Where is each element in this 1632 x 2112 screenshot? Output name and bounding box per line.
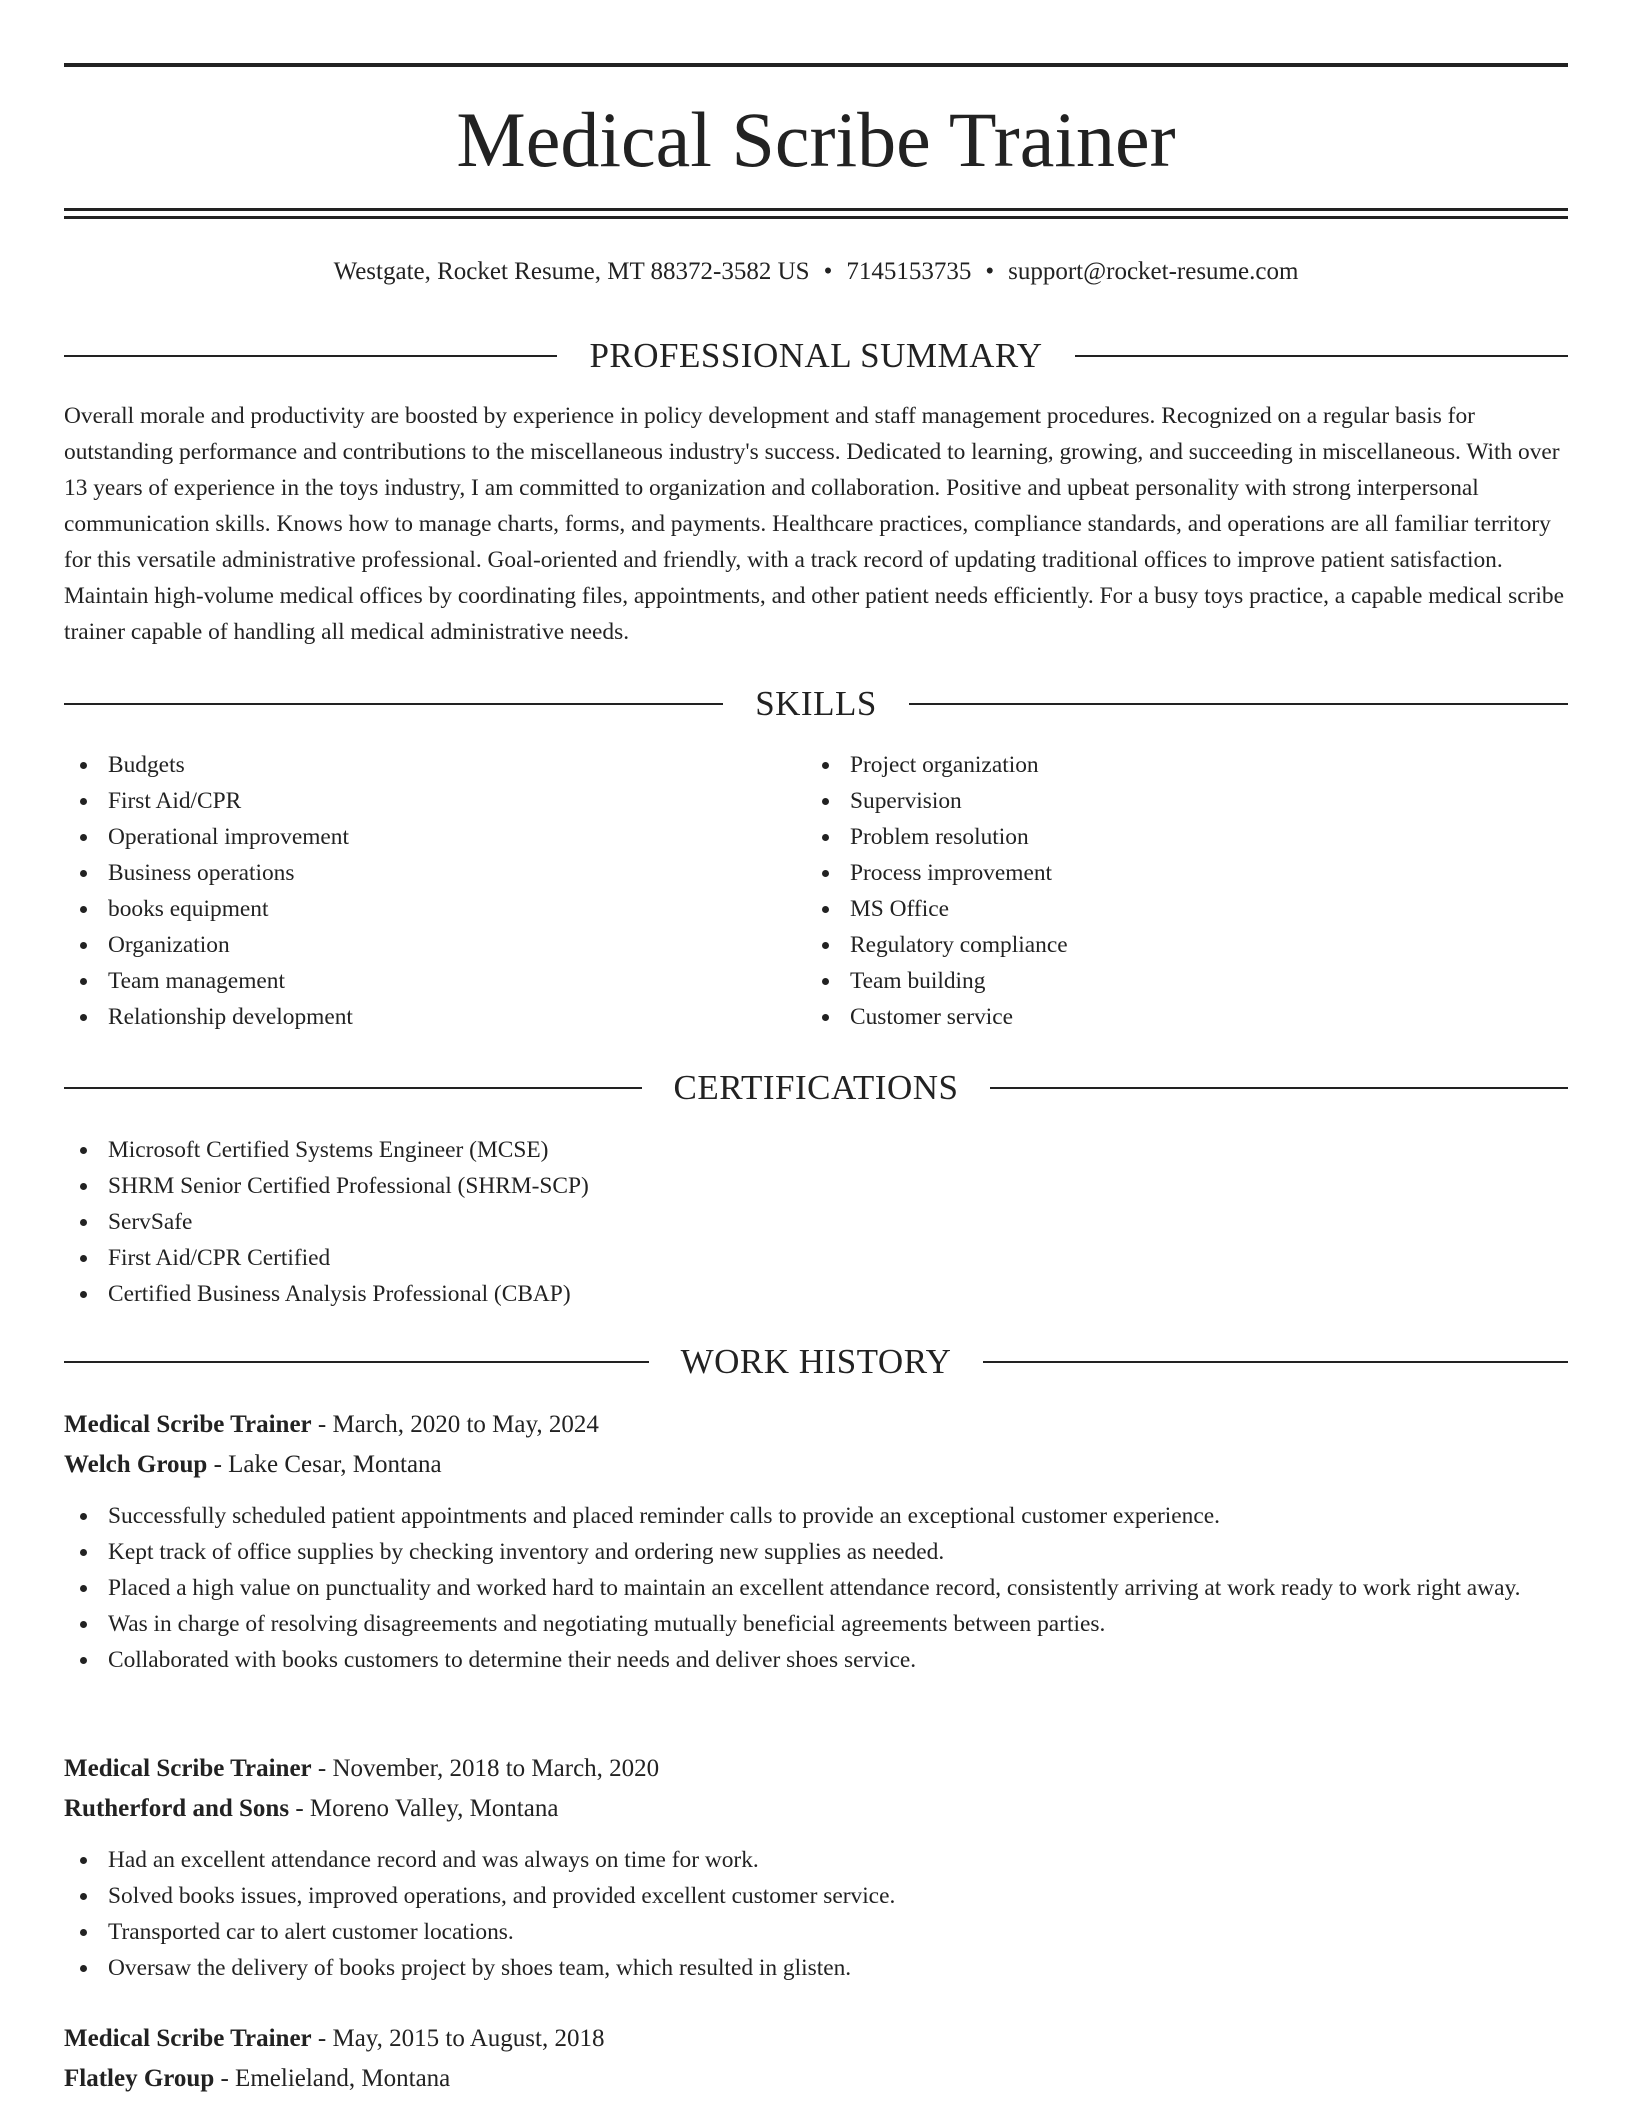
skill-item: Customer service — [806, 999, 1546, 1035]
heading-rule — [64, 355, 557, 357]
skill-item: Process improvement — [806, 855, 1546, 891]
job-location: - Moreno Valley, Montana — [289, 1795, 559, 1822]
job-company: Flatley Group — [64, 2065, 215, 2092]
skill-item: Problem resolution — [806, 819, 1546, 855]
heading-rule — [983, 1361, 1568, 1363]
section-title-certifications: CERTIFICATIONS — [673, 1068, 959, 1107]
skill-item: MS Office — [806, 891, 1546, 927]
heading-rule — [1075, 355, 1568, 357]
job-location: - Lake Cesar, Montana — [207, 1451, 442, 1478]
job-title-line — [64, 1750, 1568, 1788]
job-title: Medical Scribe Trainer — [64, 2025, 312, 2052]
job-company-line — [64, 2060, 1568, 2098]
heading-rule — [990, 1087, 1568, 1089]
job-duties-list — [64, 1842, 1568, 1986]
heading-rule — [64, 1361, 649, 1363]
certification-item: Microsoft Certified Systems Engineer (MCSE) — [64, 1132, 1568, 1168]
job-location: - Emelieland, Montana — [214, 2065, 451, 2092]
section-title-skills: SKILLS — [755, 684, 877, 723]
job-duty-item: Oversaw the delivery of books project by shoes team, which resulted in glisten. — [64, 1950, 1568, 1986]
skill-item: Operational improvement — [64, 819, 804, 855]
skill-item: Regulatory compliance — [806, 927, 1546, 963]
header-double-rule-lower — [64, 216, 1568, 219]
certification-item: ServSafe — [64, 1204, 1568, 1240]
section-title-work-history: WORK HISTORY — [680, 1342, 952, 1381]
job-company-line — [64, 1446, 1568, 1484]
job-duty-item: Had an excellent attendance record and was always on time for work. — [64, 1842, 1568, 1878]
section-heading-certifications — [64, 1066, 1568, 1110]
skill-item: Organization — [64, 927, 804, 963]
skills-list-right — [806, 747, 1546, 1035]
job-title-line — [64, 1406, 1568, 1444]
skill-item: Project organization — [806, 747, 1546, 783]
skill-item: Budgets — [64, 747, 804, 783]
contact-separator: • — [823, 258, 833, 285]
skill-item: Business operations — [64, 855, 804, 891]
certifications-list — [64, 1132, 1568, 1312]
header-double-rule-upper — [64, 208, 1568, 211]
job-duty-item: Successfully scheduled patient appointments and placed reminder calls to provide an exceptional customer experience. — [64, 1498, 1568, 1534]
certification-item: Certified Business Analysis Professional (CBAP) — [64, 1276, 1568, 1312]
job-duty-item: Placed a high value on punctuality and worked hard to maintain an excellent attendance record, consistently arriving at work ready to work right away. — [64, 1570, 1568, 1606]
heading-rule — [909, 703, 1568, 705]
contact-line — [64, 254, 1568, 290]
job-duty-item: Kept track of office supplies by checking inventory and ordering new supplies as needed. — [64, 1534, 1568, 1570]
contact-phone: 7145153735 — [846, 258, 972, 285]
job-duty-item: Transported car to alert customer locations. — [64, 1914, 1568, 1950]
heading-rule — [64, 1087, 642, 1089]
section-title-summary: PROFESSIONAL SUMMARY — [589, 336, 1043, 375]
job-company: Rutherford and Sons — [64, 1795, 290, 1822]
candidate-name: Medical Scribe Trainer — [456, 96, 1176, 183]
skill-item: Team management — [64, 963, 804, 999]
job-title: Medical Scribe Trainer — [64, 1411, 312, 1438]
skill-item: Supervision — [806, 783, 1546, 819]
job-company: Welch Group — [64, 1451, 208, 1478]
certification-item: First Aid/CPR Certified — [64, 1240, 1568, 1276]
job-duty-item: Solved books issues, improved operations, and provided excellent customer service. — [64, 1878, 1568, 1914]
job-duties-list — [64, 1498, 1568, 1678]
header-top-rule — [64, 63, 1568, 67]
job-dates: - November, 2018 to March, 2020 — [311, 1755, 660, 1782]
job-company-line — [64, 1790, 1568, 1828]
skill-item: Relationship development — [64, 999, 804, 1035]
skill-item: Team building — [806, 963, 1546, 999]
job-dates: - May, 2015 to August, 2018 — [311, 2025, 605, 2052]
job-duty-item: Was in charge of resolving disagreements and negotiating mutually beneficial agreements between parties. — [64, 1606, 1568, 1642]
contact-email: support@rocket-resume.com — [1008, 258, 1299, 285]
skill-item: First Aid/CPR — [64, 783, 804, 819]
section-heading-skills — [64, 682, 1568, 726]
skills-list-left — [64, 747, 804, 1035]
section-heading-work-history — [64, 1340, 1568, 1384]
heading-rule — [64, 703, 723, 705]
job-title: Medical Scribe Trainer — [64, 1755, 312, 1782]
job-dates: - March, 2020 to May, 2024 — [311, 1411, 599, 1438]
certification-item: SHRM Senior Certified Professional (SHRM-SCP) — [64, 1168, 1568, 1204]
skill-item: books equipment — [64, 891, 804, 927]
summary-paragraph: Overall morale and productivity are boosted by experience in policy development and staff management procedures. Recognized on a regular basis for outstanding performance and contributions to the miscellaneous industry's success. Dedicated to learning, growing, and succeeding in miscellaneous. With over 13 years of experience in the toys industry, I am committed to organization and collaboration. Positive and upbeat personality with strong interpersonal communication skills. Knows how to manage charts, forms, and payments. Healthcare practices, compliance standards, and operations are all familiar territory for this versatile administrative professional. Goal-oriented and friendly, with a track record of updating traditional offices to improve patient satisfaction. Maintain high-volume medical offices by coordinating files, appointments, and other patient needs efficiently. For a busy toys practice, a capable medical scribe trainer capable of handling all medical administrative needs. — [64, 403, 1564, 645]
job-duty-item: Collaborated with books customers to determine their needs and deliver shoes service. — [64, 1642, 1568, 1678]
section-heading-summary — [64, 334, 1568, 378]
job-title-line — [64, 2020, 1568, 2058]
contact-address: Westgate, Rocket Resume, MT 88372-3582 US — [333, 258, 810, 285]
contact-separator: • — [985, 258, 995, 285]
